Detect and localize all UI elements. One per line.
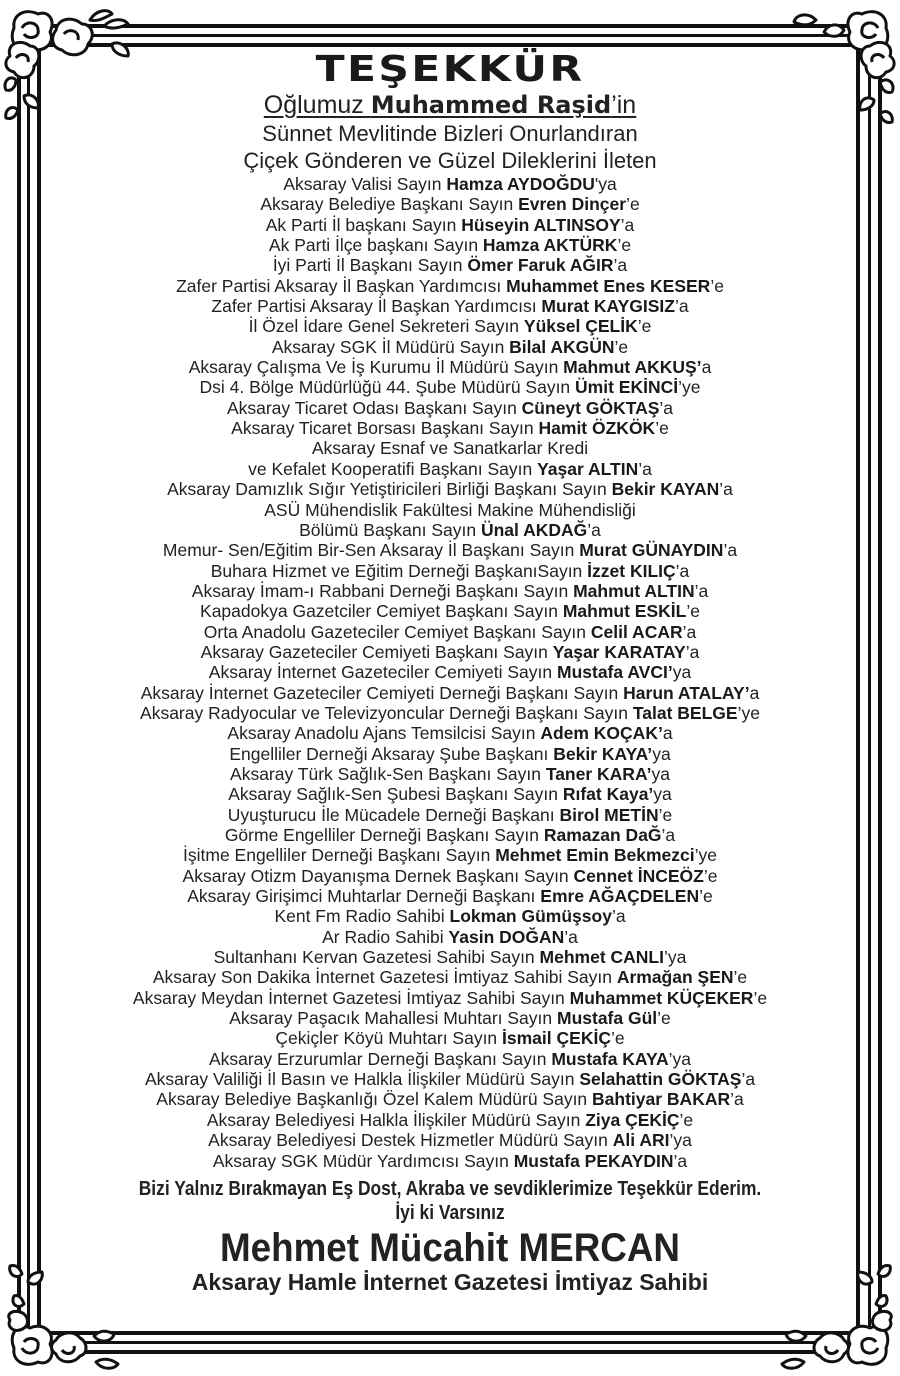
recipient-line	[45, 561, 855, 581]
recipient-role: Aksaray Belediyesi Halkla İlişkiler Müdürü Sayın	[206, 1109, 586, 1130]
recipient-name: Ali ARI	[612, 1130, 670, 1151]
recipient-name: Celil ACAR	[590, 621, 683, 642]
recipient-line	[45, 1130, 855, 1150]
recipient-suffix: ’a	[674, 296, 689, 317]
recipient-name: Rıfat Kaya’	[562, 784, 654, 805]
recipient-suffix: ’a	[685, 641, 700, 662]
recipient-suffix: ’ya	[663, 947, 687, 968]
recipient-suffix: ’a	[723, 540, 738, 561]
recipient-line	[45, 1049, 855, 1069]
recipient-line	[45, 906, 855, 926]
recipient-name: Cennet İNCEÖZ	[573, 865, 704, 886]
recipient-role: Uyuşturucu İle Mücadele Derneği Başkanı	[227, 804, 560, 825]
recipient-line	[45, 947, 855, 967]
recipient-name: Ümit EKİNCİ	[575, 377, 679, 398]
recipient-role: Aksaray Valisi Sayın	[283, 174, 447, 194]
recipient-role: Aksaray İnternet Gazeteciler Cemiyeti Derneği Başkanı Sayın	[140, 682, 624, 703]
recipient-suffix: ’e	[679, 1109, 694, 1130]
recipient-line	[45, 296, 855, 316]
recipient-name: Hamza AKTÜRK	[482, 235, 618, 256]
recipient-name: Muhammet KÜÇEKER	[569, 987, 754, 1008]
recipient-line	[45, 662, 855, 682]
recipient-role: Aksaray Ticaret Borsası Başkanı Sayın	[231, 418, 539, 439]
recipient-suffix: ’e	[710, 275, 724, 296]
recipient-name: Mustafa Gül	[557, 1008, 658, 1029]
recipient-suffix: ’a	[611, 906, 626, 927]
recipient-role: Orta Anadolu Gazeteciler Cemiyet Başkanı Sayın	[203, 621, 591, 642]
recipient-line	[45, 235, 855, 255]
recipient-role: Çekiçler Köyü Muhtarı Sayın	[275, 1028, 503, 1049]
recipient-role: Aksaray Esnaf ve Sanatkarlar Kredi	[311, 438, 589, 459]
recipient-role: Aksaray Valiliği İl Basın ve Halkla İlişkiler Müdürü Sayın	[144, 1069, 580, 1090]
recipient-role: Aksaray SGK İl Müdürü Sayın	[271, 336, 510, 357]
recipient-line	[45, 1069, 855, 1089]
recipient-role: Aksaray Gazeteciler Cemiyeti Başkanı Sayın	[200, 641, 553, 662]
recipient-name: Taner KARA’	[545, 763, 652, 784]
recipient-role: Ak Parti İlçe başkanı Sayın	[268, 235, 483, 256]
recipient-name: Muhammet Enes KESER	[506, 275, 711, 296]
recipient-line	[45, 398, 855, 418]
recipient-line	[45, 174, 855, 194]
recipient-name: Emre AĞAÇDELEN	[540, 886, 700, 907]
recipient-name: Hamza AYDOĞDU	[446, 174, 595, 194]
recipient-line	[45, 316, 855, 336]
recipient-suffix: ’a	[587, 519, 601, 540]
recipient-suffix: ’a	[620, 214, 635, 235]
recipient-name: Bekir KAYA’	[553, 743, 653, 764]
recipient-name: Mahmut AKKUŞ’	[563, 357, 702, 378]
recipient-name: Mustafa PEKAYDIN	[513, 1150, 674, 1171]
recipient-name: Ziya ÇEKİÇ	[585, 1109, 680, 1130]
recipient-name: Mustafa KAYA	[551, 1048, 669, 1069]
recipient-name: Adem KOÇAK’	[540, 723, 663, 744]
recipient-suffix: ’e	[610, 1028, 625, 1049]
subtitle-suffix: ’in	[611, 91, 637, 119]
recipient-line	[45, 866, 855, 886]
recipient-role: Görme Engelliler Derneği Başkanı Sayın	[224, 825, 544, 845]
recipient-role: İyi Parti İl Başkanı Sayın	[272, 255, 468, 276]
recipient-role: Aksaray Meydan İnternet Gazetesi İmtiyaz Sahibi Sayın	[132, 987, 570, 1008]
recipient-role: Aksaray Anadolu Ajans Temsilcisi Sayın	[227, 723, 541, 744]
recipient-name: Bilal AKGÜN	[509, 336, 615, 357]
recipient-suffix: ’e	[753, 987, 768, 1008]
recipient-line	[45, 784, 855, 804]
recipient-suffix: ’ye	[694, 845, 717, 866]
recipient-line	[45, 703, 855, 723]
recipient-role: Bölümü Başkanı Sayın	[299, 519, 481, 540]
recipient-role: İl Özel İdare Genel Sekreteri Sayın	[248, 316, 524, 337]
recipient-name: Yüksel ÇELİK	[523, 316, 638, 337]
recipient-list	[45, 174, 855, 1171]
recipient-name: Bahtiyar BAKAR	[592, 1089, 731, 1110]
recipient-suffix: ’a	[741, 1069, 756, 1090]
recipient-line	[45, 622, 855, 642]
recipient-role: Kent Fm Radio Sahibi	[274, 906, 450, 927]
subtitle-prefix: Oğlumuz	[263, 91, 371, 119]
recipient-name: Murat KAYGISIZ	[541, 296, 675, 317]
recipient-suffix: ’ya	[669, 1130, 692, 1151]
recipient-suffix: ’e	[655, 418, 669, 439]
recipient-role: Aksaray Otizm Dayanışma Dernek Başkanı Sayın	[182, 865, 574, 886]
recipient-role: Aksaray Ticaret Odası Başkanı Sayın	[226, 397, 522, 418]
recipient-name: İsmail ÇEKİÇ	[502, 1028, 611, 1049]
recipient-role: ASÜ Mühendislik Fakültesi Makine Mühendisliği	[264, 499, 636, 520]
recipient-suffix: ’e	[733, 967, 748, 988]
recipient-role: Aksaray Belediye Başkanı Sayın	[260, 194, 519, 215]
recipient-suffix: ’e	[617, 235, 632, 256]
closing-line-2: İyi ki Varsınız	[395, 1201, 505, 1224]
recipient-line	[45, 581, 855, 601]
recipient-name: Bekir KAYAN	[611, 479, 720, 500]
recipient-role: Aksaray Erzurumlar Derneği Başkanı Sayın	[208, 1048, 552, 1069]
signer-title: Aksaray Hamle İnternet Gazetesi İmtiyaz Sahibi	[191, 1268, 709, 1295]
recipient-suffix: a	[749, 682, 760, 703]
recipient-line	[45, 764, 855, 784]
recipient-role: Aksaray Çalışma Ve İş Kurumu İl Müdürü Sayın	[188, 357, 564, 378]
recipient-name: Mustafa AVCI’	[557, 662, 673, 683]
recipient-name: Armağan ŞEN	[616, 967, 734, 988]
announcement-title: TEŞEKKÜR	[315, 49, 585, 90]
recipient-role: Engelliler Derneği Aksaray Şube Başkanı	[229, 743, 554, 764]
recipient-name: Ömer Faruk AĞIR	[467, 255, 614, 276]
recipient-line	[45, 337, 855, 357]
recipient-role: Aksaray Girişimci Muhtarlar Derneği Başkanı	[187, 886, 541, 907]
recipient-line	[45, 1008, 855, 1028]
recipient-line	[45, 927, 855, 947]
recipient-role: Aksaray İnternet Gazeteciler Cemiyeti Sayın	[208, 662, 557, 683]
recipient-line	[45, 886, 855, 906]
recipient-suffix: ’e	[657, 1008, 671, 1029]
recipient-name: İzzet KILIÇ	[587, 560, 676, 581]
recipient-line	[45, 1151, 855, 1171]
recipient-role: Aksaray Paşacık Mahallesi Muhtarı Sayın	[229, 1008, 557, 1029]
recipient-suffix: ’e	[699, 886, 713, 907]
recipient-name: Hüseyin ALTINSOY	[461, 214, 621, 235]
recipient-suffix: ’a	[730, 1089, 744, 1110]
recipient-role: Aksaray Radyocular ve Televizyoncular Derneği Başkanı Sayın	[140, 702, 633, 723]
recipient-name: Hamit ÖZKÖK	[538, 418, 656, 439]
recipient-suffix: ’a	[613, 255, 628, 276]
recipient-role: Aksaray Türk Sağlık-Sen Başkanı Sayın	[230, 763, 546, 784]
recipient-name: Mehmet Emin Bekmezci	[495, 845, 695, 866]
recipient-role: Ar Radio Sahibi	[322, 926, 449, 947]
recipient-name: Mahmut ESKİL	[562, 601, 687, 622]
recipient-line	[45, 479, 855, 499]
recipient-role: Aksaray Sağlık-Sen Şubesi Başkanı Sayın	[228, 784, 563, 805]
recipient-line	[45, 744, 855, 764]
recipient-suffix: ’e	[637, 316, 652, 337]
recipient-role: Aksaray Belediyesi Destek Hizmetler Müdürü Sayın	[208, 1130, 613, 1151]
recipient-suffix: ’a	[673, 1150, 688, 1171]
recipient-role: Memur- Sen/Eğitim Bir-Sen Aksaray İl Başkanı Sayın	[162, 540, 580, 561]
recipient-line	[45, 377, 855, 397]
recipient-line	[45, 500, 855, 520]
recipient-suffix: ’a	[661, 825, 676, 845]
recipient-name: Ramazan DaĞ	[543, 825, 662, 845]
recipient-line	[45, 825, 855, 845]
recipient-name: Talat BELGE	[632, 702, 738, 723]
recipient-role: Ak Parti İl başkanı Sayın	[265, 214, 462, 235]
recipient-line	[45, 1089, 855, 1109]
recipient-role: Buhara Hizmet ve Eğitim Derneği BaşkanıSayın	[210, 560, 588, 581]
recipient-role: Aksaray SGK Müdür Yardımcısı Sayın	[212, 1150, 514, 1171]
recipient-suffix: ’a	[682, 621, 697, 642]
recipient-suffix: ’a	[564, 926, 578, 947]
recipient-line	[45, 357, 855, 377]
intro-line: Sünnet Mevlitinde Bizleri Onurlandıran	[262, 121, 638, 146]
recipient-line	[45, 276, 855, 296]
recipient-suffix: ’e	[626, 194, 640, 215]
recipient-line	[45, 540, 855, 560]
recipient-suffix: ’e	[686, 601, 700, 622]
recipient-name: Yaşar KARATAY	[552, 641, 686, 662]
recipient-name: Selahattin GÖKTAŞ	[579, 1069, 742, 1090]
recipient-suffix: ’e	[658, 804, 673, 825]
recipient-suffix: ’e	[703, 865, 718, 886]
intro-line: Çiçek Gönderen ve Güzel Dileklerini İleten	[243, 148, 657, 173]
recipient-suffix: ’ye	[678, 377, 701, 398]
recipient-name: Lokman Gümüşsoy	[449, 906, 612, 927]
recipient-suffix: ’a	[719, 479, 733, 500]
recipient-suffix: ’a	[675, 560, 690, 581]
recipient-name: Yasin DOĞAN	[448, 926, 565, 947]
recipient-line	[45, 418, 855, 438]
recipient-suffix: ’a	[659, 397, 674, 418]
recipient-suffix: ’a	[638, 458, 652, 479]
recipient-role: Aksaray Son Dakika İnternet Gazetesi İmtiyaz Sahibi Sayın	[152, 967, 617, 988]
recipient-suffix: a	[701, 357, 712, 378]
recipient-line	[45, 520, 855, 540]
recipient-line	[45, 1110, 855, 1130]
recipient-line	[45, 845, 855, 865]
recipient-suffix: ya	[651, 763, 670, 784]
recipient-suffix: ’ya	[668, 1048, 692, 1069]
recipient-suffix: 'ya	[594, 174, 617, 194]
child-name: Muhammed Raşid	[370, 91, 612, 119]
recipient-line	[45, 215, 855, 235]
recipient-line	[45, 988, 855, 1008]
recipient-role: Zafer Partisi Aksaray İl Başkan Yardımcısı	[176, 275, 507, 296]
announcement	[45, 50, 855, 1295]
recipient-name: Birol METİN	[559, 804, 659, 825]
recipient-suffix: ’e	[614, 336, 629, 357]
recipient-name: Murat GÜNAYDIN	[579, 540, 724, 561]
recipient-name: Mehmet CANLI	[539, 947, 664, 968]
recipient-role: Zafer Partisi Aksaray İl Başkan Yardımcısı	[211, 296, 542, 317]
recipient-role: Aksaray İmam-ı Rabbani Derneği Başkanı Sayın	[191, 580, 574, 601]
recipient-line	[45, 723, 855, 743]
recipient-role: Aksaray Belediye Başkanlığı Özel Kalem Müdürü Sayın	[156, 1089, 593, 1110]
recipient-name: Cüneyt GÖKTAŞ	[521, 397, 660, 418]
recipient-name: Evren Dinçer	[518, 194, 627, 215]
recipient-role: ve Kefalet Kooperatifi Başkanı Sayın	[248, 458, 538, 479]
closing-line: Bizi Yalnız Bırakmayan Eş Dost, Akraba ve sevdiklerimize Teşekkür Ederim.	[138, 1177, 762, 1200]
recipient-role: Kapadokya Gazetciler Cemiyet Başkanı Sayın	[200, 601, 563, 622]
recipient-suffix: ya	[653, 784, 672, 805]
recipient-line	[45, 601, 855, 621]
recipient-suffix: ya	[672, 662, 692, 683]
recipient-suffix: ya	[652, 743, 671, 764]
recipient-role: Aksaray Damızlık Sığır Yetiştiricileri Birliği Başkanı Sayın	[167, 479, 612, 500]
recipient-line	[45, 642, 855, 662]
recipient-line	[45, 459, 855, 479]
recipient-line	[45, 1028, 855, 1048]
recipient-line	[45, 194, 855, 214]
recipient-suffix: ’ye	[737, 702, 760, 723]
recipient-line	[45, 967, 855, 987]
recipient-line	[45, 255, 855, 275]
recipient-line	[45, 438, 855, 458]
recipient-name: Ünal AKDAĞ	[480, 519, 588, 540]
recipient-suffix: ’a	[694, 580, 709, 601]
recipient-name: Harun ATALAY’	[623, 682, 750, 703]
recipient-role: Dsi 4. Bölge Müdürlüğü 44. Şube Müdürü Sayın	[199, 377, 576, 398]
recipient-name: Mahmut ALTIN	[573, 580, 695, 601]
recipient-line	[45, 805, 855, 825]
announcement-subtitle	[45, 90, 855, 120]
recipient-line	[45, 683, 855, 703]
recipient-role: İşitme Engelliler Derneği Başkanı Sayın	[183, 845, 496, 866]
recipient-suffix: a	[662, 723, 673, 744]
recipient-name: Yaşar ALTIN	[537, 458, 639, 479]
signer-name: Mehmet Mücahit MERCAN	[219, 1225, 681, 1270]
recipient-role: Sultanhanı Kervan Gazetesi Sahibi Sayın	[213, 947, 540, 968]
